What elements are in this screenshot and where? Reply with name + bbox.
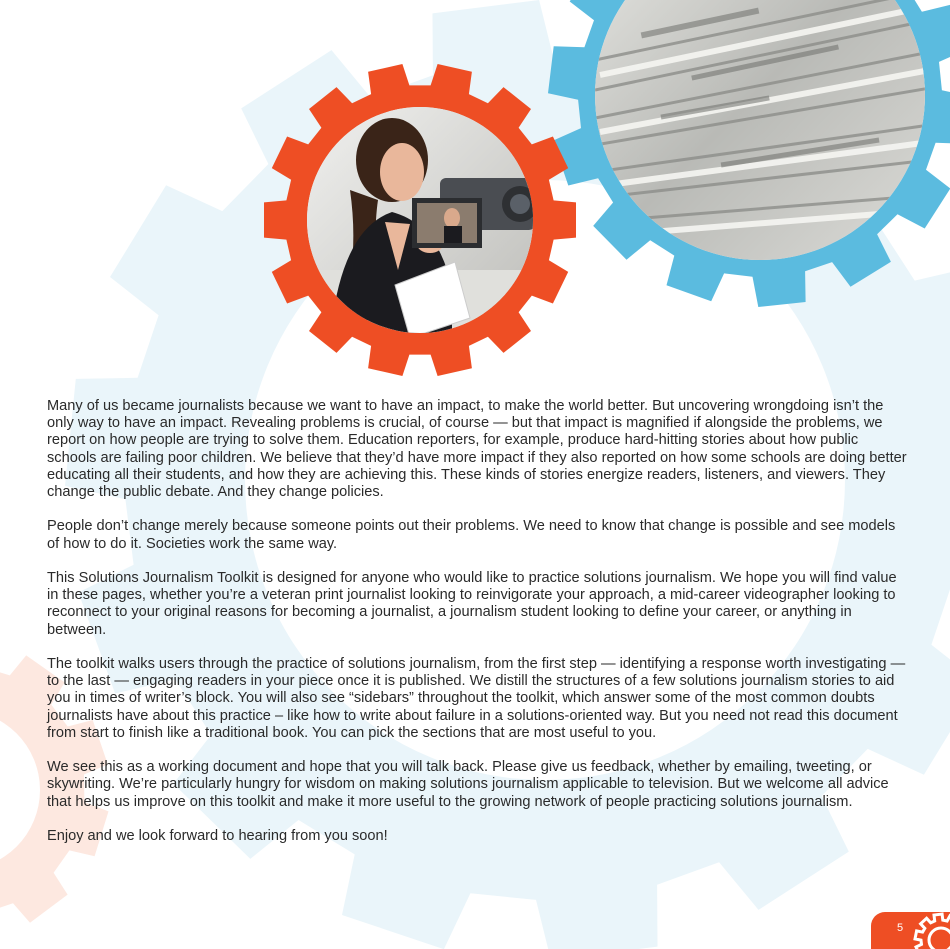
header-artwork: [0, 0, 950, 380]
page-tab-gear-icon: [911, 912, 950, 949]
page-number: 5: [897, 922, 904, 934]
paragraph-intro: Many of us became journalists because we want to have an impact, to make the world better. But uncovering wrongdoing isn’t the only way to have an impact. Revealing problems is crucial, of course — but that impact is magnified if alongside the problems, we report on how people are trying to solve them. Education reporters, for example, produce hard-hitting stories about how public schools are failing poor children. We believe that they’d have more impact if they also reported on how some schools are doing better educating all their students, and how they are achieving this. These kinds of stories energize readers, listeners, and viewers. They change the public debate. And they change policies.: [47, 398, 907, 501]
paragraph-toolkit-structure: The toolkit walks users through the practice of solutions journalism, from the first step — identifying a response worth investigating — to the last — engaging readers in your piece once it is published. We distill the structures of a few solutions journalism stories to aid you in times of writer’s block. You will also see “sidebars” throughout the toolkit, which answer some of the most common doubts journalists have about this practice – like how to write about failure in a solutions-oriented way. But you need not read this document from start to finish like a traditional book. You can pick the sections that are most useful to you.: [47, 656, 906, 741]
paragraph-toolkit-audience: This Solutions Journalism Toolkit is designed for anyone who would like to practice solutions journalism. We hope you will find value in these pages, whether you’re a veteran print journalist looking to reinvigorate your approach, a mid-career videographer looking to reconnect to your original reasons for becoming a journalist, a journalism student looking to define your career, or anything in between.: [47, 570, 897, 638]
journalist-gear-frame: [264, 64, 576, 376]
newspapers-gear-frame: [548, 0, 950, 307]
paragraph-feedback: We see this as a working document and hope that you will talk back. Please give us feedback, whether by emailing, tweeting, or skywriting. We’re particularly hungry for wisdom on making solutions journalism applicable to television. But we welcome all advice that helps us improve on this toolkit and make it more useful to the growing network of people practicing solutions journalism.: [47, 759, 889, 810]
paragraph-closing: Enjoy and we look forward to hearing from you soon!: [47, 828, 388, 844]
page-number-tab: [871, 912, 950, 949]
body-text: [47, 398, 909, 862]
paragraph-change: People don’t change merely because someone points out their problems. We need to know that change is possible and see models of how to do it. Societies work the same way.: [47, 518, 896, 552]
